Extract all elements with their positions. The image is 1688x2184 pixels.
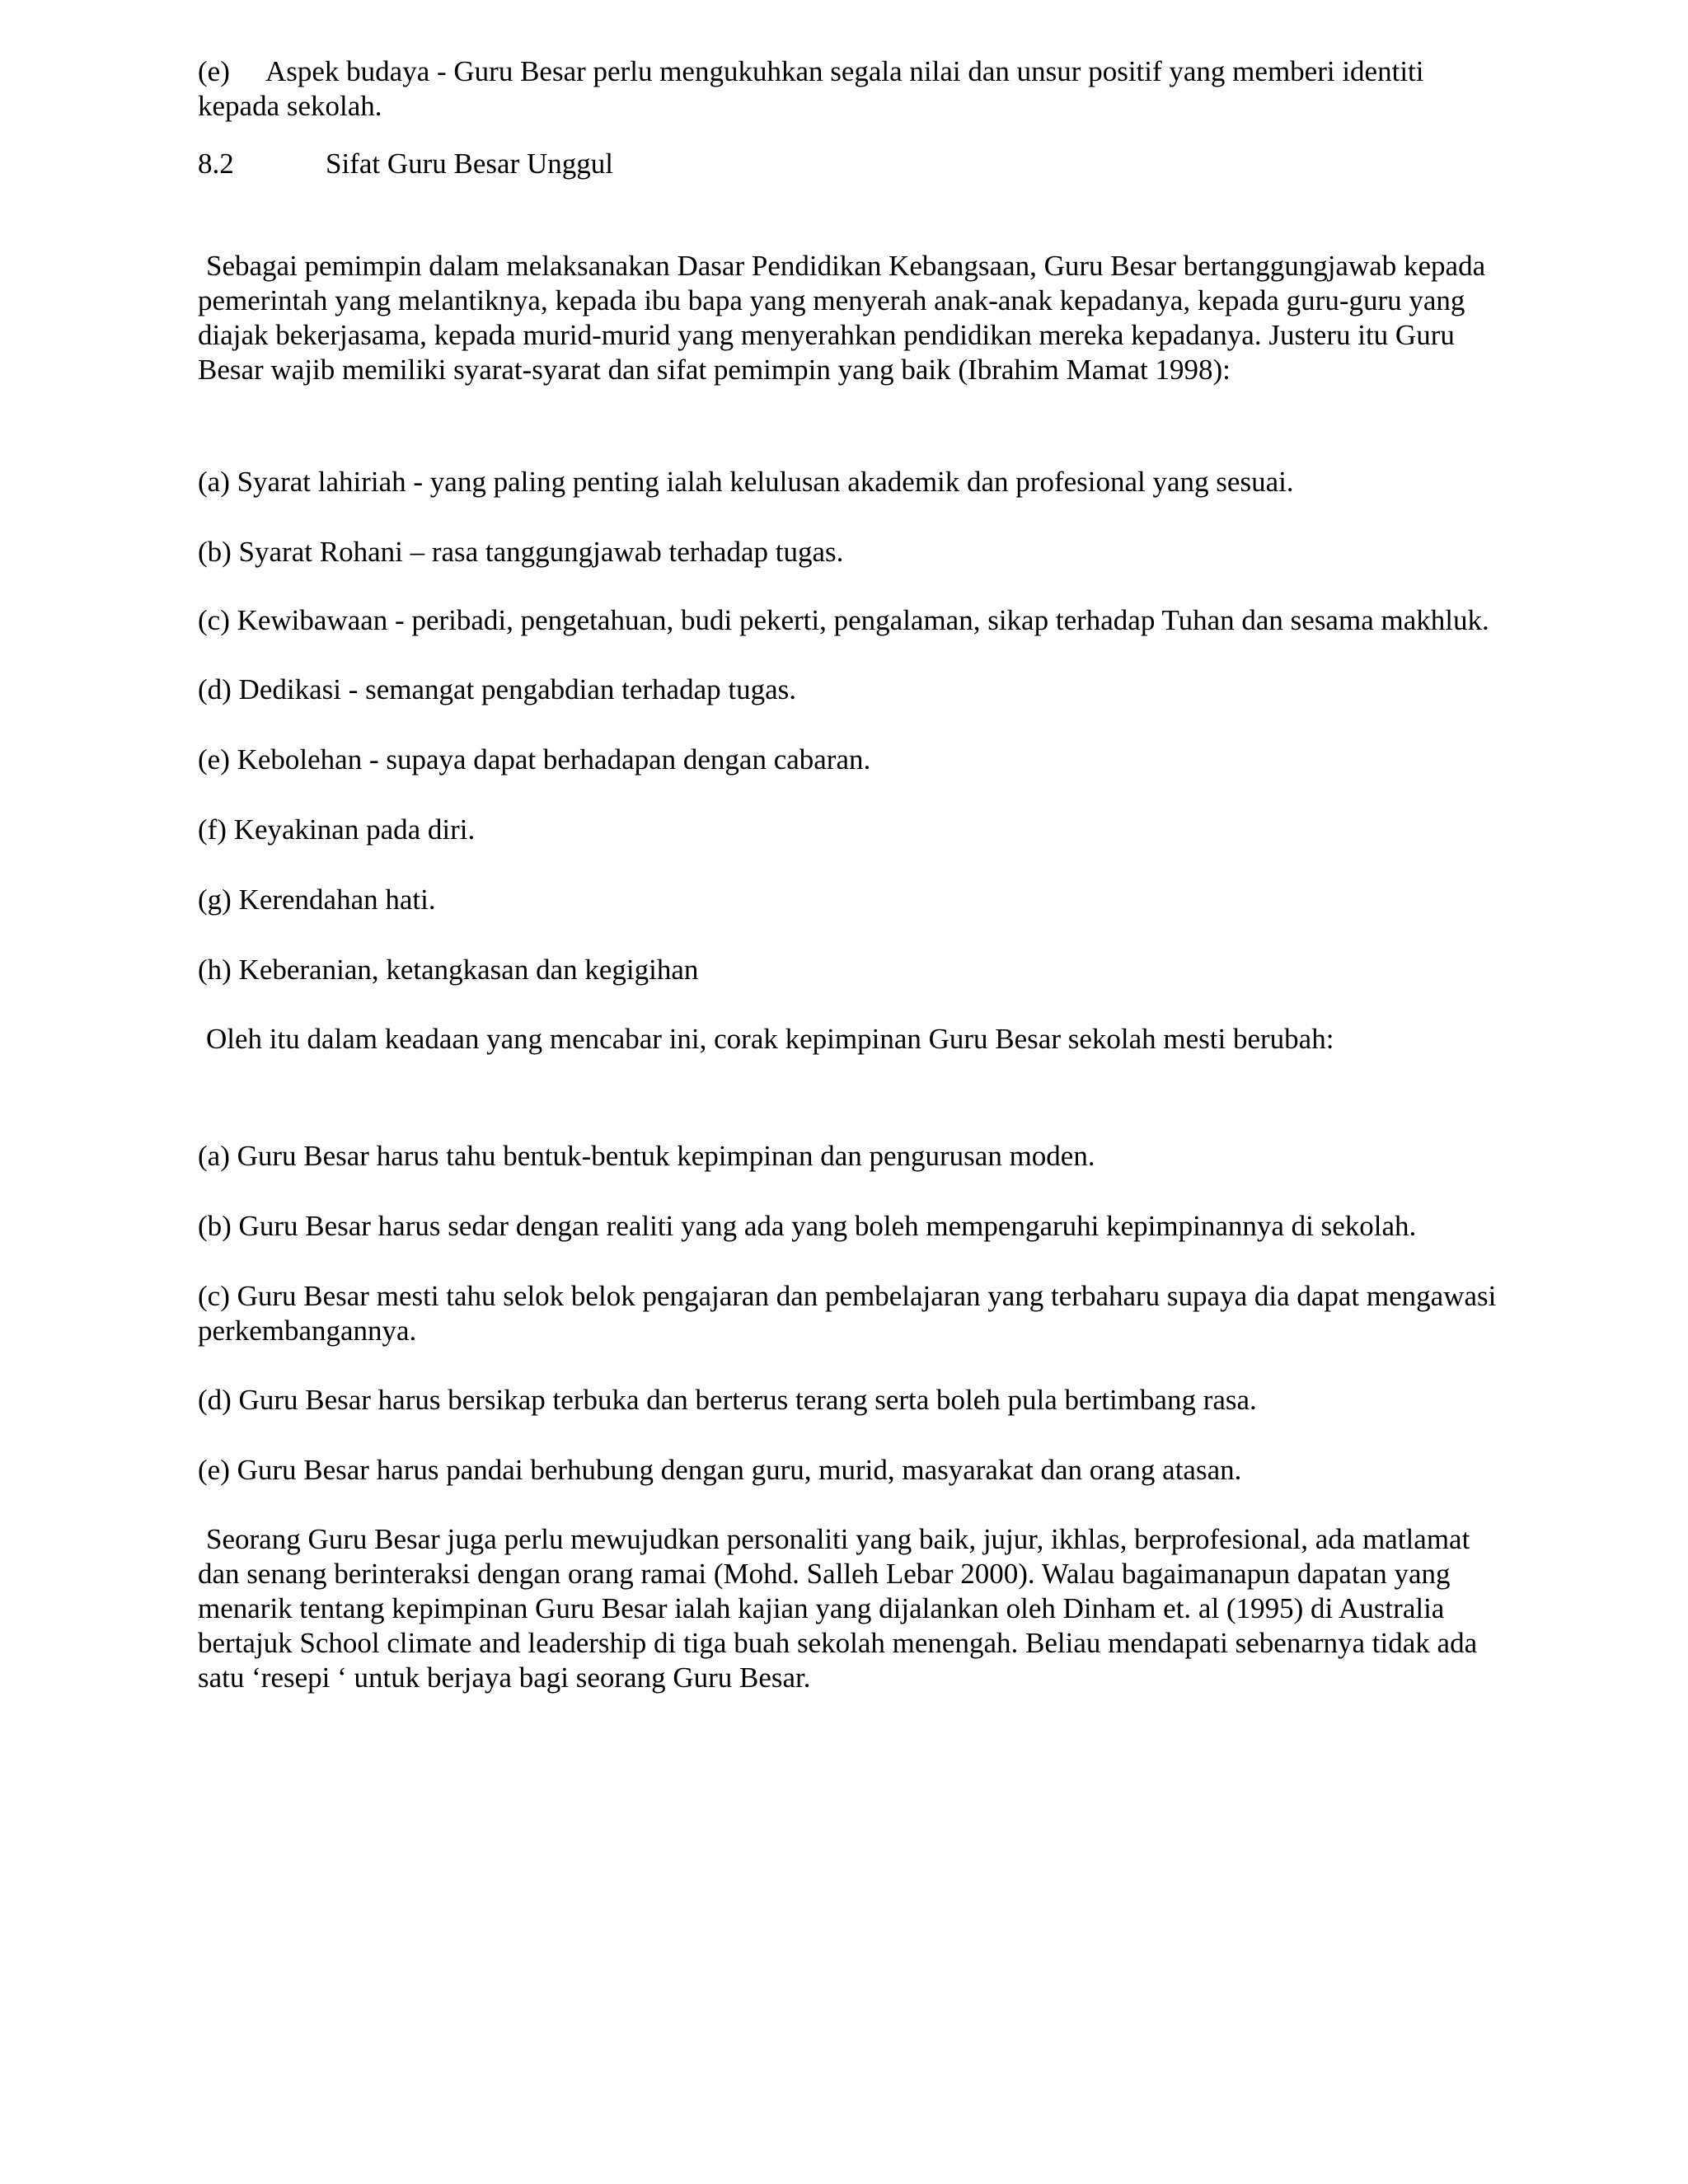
quality-item: (f) Keyakinan pada diri. (198, 813, 476, 846)
top-item-text: Aspek budaya - Guru Besar perlu mengukuhkan segala nilai dan unsur positif yang memberi identiti kepada sekolah. (198, 55, 1424, 122)
quality-item: (b) Syarat Rohani – rasa tanggungjawab terhadap tugas. (198, 536, 844, 568)
quality-item: (a) Syarat lahiriah - yang paling penting ialah kelulusan akademik dan profesional yang sesuai. (198, 466, 1294, 498)
change-item: (d) Guru Besar harus bersikap terbuka dan berterus terang serta boleh pula bertimbang rasa. (198, 1384, 1257, 1416)
change-item: (e) Guru Besar harus pandai berhubung dengan guru, murid, masyarakat dan orang atasan. (198, 1454, 1242, 1486)
transition-paragraph (198, 1022, 1500, 1057)
document-content (198, 54, 1500, 1695)
section-number: 8.2 (198, 148, 234, 180)
closing-paragraph-text: Seorang Guru Besar juga perlu mewujudkan personaliti yang baik, jujur, ikhlas, berprofesional, ada matlamat dan senang berinteraksi dengan orang ramai (Mohd. Salleh Lebar 2000). Walau bagaimanapun dapatan yang menarik tentang kepimpinan Guru Besar ialah kajian yang dijalankan oleh Dinham et. al (1995) di Australia bertajuk School climate and leadership di tiga buah sekolah menengah. Beliau mendapati sebenarnya tidak ada satu ‘resepi ‘ untuk berjaya bagi seorang Guru Besar. (198, 1523, 1478, 1694)
top-item-label: (e) (198, 55, 230, 87)
section-heading (198, 147, 1500, 181)
change-item: (c) Guru Besar mesti tahu selok belok pengajaran dan pembelajaran yang terbaharu supaya dia dapat mengawasi perkembangannya. (198, 1280, 1497, 1347)
quality-item: (g) Kerendahan hati. (198, 883, 436, 916)
quality-item: (e) Kebolehan - supaya dapat berhadapan dengan cabaran. (198, 743, 871, 776)
closing-paragraph (198, 1522, 1500, 1695)
change-item: (a) Guru Besar harus tahu bentuk-bentuk kepimpinan dan pengurusan moden. (198, 1140, 1095, 1172)
intro-paragraph (198, 249, 1500, 387)
quality-item: (c) Kewibawaan - peribadi, pengetahuan, budi pekerti, pengalaman, sikap terhadap Tuhan dan sesama makhluk. (198, 604, 1489, 636)
quality-item: (h) Keberanian, ketangkasan dan kegigihan (198, 954, 699, 986)
intro-paragraph-text: Sebagai pemimpin dalam melaksanakan Dasar Pendidikan Kebangsaan, Guru Besar bertanggungjawab kepada pemerintah yang melantiknya, kepada ibu bapa yang menyerah anak-anak kepadanya, kepada guru-guru yang diajak bekerjasama, kepada murid-murid yang menyerahkan pendidikan mereka kepadanya. Justeru itu Guru Besar wajib memiliki syarat-syarat dan sifat pemimpin yang baik (Ibrahim Mamat 1998): (198, 250, 1486, 386)
transition-paragraph-text: Oleh itu dalam keadaan yang mencabar ini, corak kepimpinan Guru Besar sekolah mesti berubah: (206, 1023, 1334, 1055)
top-item (198, 54, 1500, 124)
change-item: (b) Guru Besar harus sedar dengan realiti yang ada yang boleh mempengaruhi kepimpinannya di sekolah. (198, 1210, 1417, 1242)
section-title: Sifat Guru Besar Unggul (326, 148, 613, 180)
quality-item: (d) Dedikasi - semangat pengabdian terhadap tugas. (198, 673, 796, 705)
